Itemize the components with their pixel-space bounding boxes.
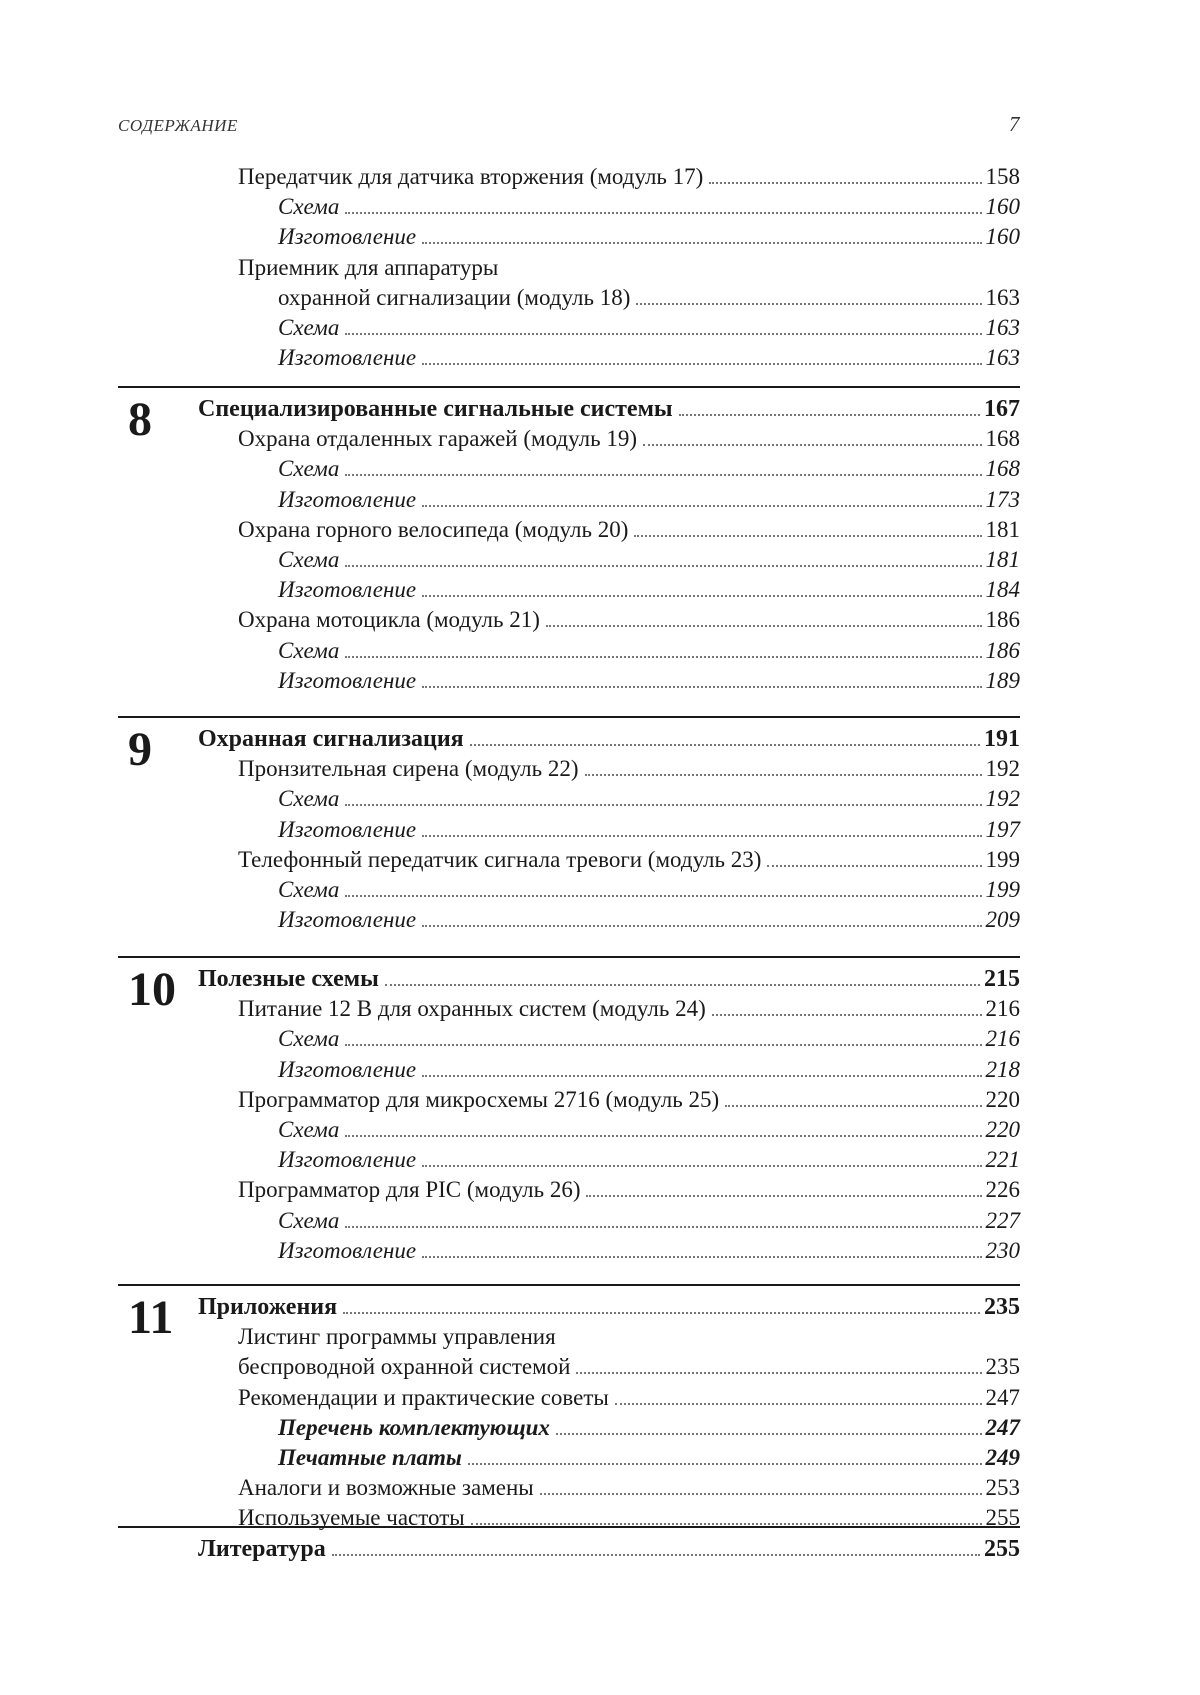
dot-leader xyxy=(585,774,982,776)
entry-page-number: 220 xyxy=(985,1117,1020,1142)
toc-entry[interactable] xyxy=(278,575,1020,605)
dot-leader xyxy=(468,1463,982,1465)
dot-leader xyxy=(540,1493,982,1495)
toc-entry[interactable] xyxy=(238,1383,1020,1413)
entry-page-number: 186 xyxy=(985,637,1020,663)
entry-page-number: 160 xyxy=(985,224,1020,250)
toc-entry[interactable] xyxy=(278,1145,1020,1175)
entry-page-number: 255 xyxy=(985,1505,1020,1531)
dot-leader xyxy=(345,1135,981,1137)
entry-title: Схема xyxy=(278,877,340,902)
dot-leader xyxy=(679,414,980,416)
entry-title: Схема xyxy=(278,637,340,663)
entry-title: Схема xyxy=(278,1026,340,1052)
entry-title: Изготовление xyxy=(278,577,417,603)
dot-leader xyxy=(556,1433,982,1435)
dot-leader xyxy=(345,565,981,567)
entry-title: Изготовление xyxy=(278,345,417,371)
entry-title: Программатор для PIC (модуль 26) xyxy=(238,1177,581,1203)
dot-leader xyxy=(422,242,981,244)
entry-title: Телефонный передатчик сигнала тревоги (модуль 23) xyxy=(238,846,762,872)
entry-title: Изготовление xyxy=(278,667,417,693)
entry-page-number: 230 xyxy=(985,1237,1020,1263)
entry-title: охранной сигнализации (модуль 18) xyxy=(278,284,631,310)
entry-title: Изготовление xyxy=(278,816,417,842)
chapter-title-entry[interactable] xyxy=(198,394,1020,424)
dot-leader xyxy=(576,1372,981,1374)
toc-entry[interactable] xyxy=(238,515,1020,545)
entry-title: Используемые частоты xyxy=(238,1505,465,1531)
entry-page-number: 181 xyxy=(985,516,1020,542)
entry-title: Схема xyxy=(278,456,340,482)
toc-entry[interactable] xyxy=(278,222,1020,252)
dot-leader xyxy=(345,895,981,897)
entry-title: Приемник для аппаратуры xyxy=(238,254,499,280)
entry-title: Литература xyxy=(198,1536,326,1562)
dot-leader xyxy=(385,984,980,986)
entry-title: Полезные схемы xyxy=(198,966,379,992)
entry-page-number: 199 xyxy=(985,846,1020,872)
toc-entry[interactable] xyxy=(278,343,1020,373)
entry-page-number: 209 xyxy=(985,907,1020,933)
entry-page-number: 191 xyxy=(984,726,1020,752)
toc-entry[interactable] xyxy=(238,994,1020,1024)
dot-leader xyxy=(422,505,981,507)
entry-page-number: 168 xyxy=(985,456,1020,482)
toc-entry[interactable] xyxy=(238,424,1020,454)
dot-leader xyxy=(546,625,982,627)
entry-page-number: 216 xyxy=(985,996,1020,1022)
dot-leader xyxy=(709,182,981,184)
dot-leader xyxy=(422,686,981,688)
toc-entry[interactable] xyxy=(278,313,1020,343)
toc-entry[interactable] xyxy=(238,1175,1020,1205)
entry-page-number: 168 xyxy=(985,426,1020,452)
dot-leader xyxy=(615,1403,982,1405)
entry-page-number: 184 xyxy=(985,577,1020,603)
entry-page-number: 249 xyxy=(985,1445,1020,1470)
toc-entry[interactable] xyxy=(278,636,1020,666)
entry-title: Изготовление xyxy=(278,224,417,250)
entry-page-number: 181 xyxy=(985,547,1020,572)
entry-title: Схема xyxy=(278,547,340,572)
entry-title: Печатные платы xyxy=(278,1445,462,1470)
toc-entry[interactable] xyxy=(238,605,1020,635)
dot-leader xyxy=(343,1312,980,1314)
dot-leader xyxy=(586,1195,981,1197)
chapter-number: 9 xyxy=(128,723,152,776)
toc-entry[interactable] xyxy=(278,815,1020,845)
chapter-number: 10 xyxy=(128,963,176,1016)
dot-leader xyxy=(634,535,981,537)
toc-entry[interactable] xyxy=(238,845,1020,875)
chapter-title-entry[interactable] xyxy=(198,964,1020,994)
dot-leader xyxy=(422,1256,981,1258)
toc-entry[interactable] xyxy=(278,1024,1020,1054)
entry-page-number: 227 xyxy=(985,1207,1020,1233)
dot-leader xyxy=(422,925,981,927)
dot-leader xyxy=(345,212,981,214)
entry-page-number: 247 xyxy=(985,1414,1020,1440)
dot-leader xyxy=(422,595,981,597)
toc-entry[interactable] xyxy=(278,666,1020,696)
chapter-number: 8 xyxy=(128,393,152,446)
entry-title: Передатчик для датчика вторжения (модуль 17) xyxy=(238,164,704,189)
entry-page-number: 186 xyxy=(985,607,1020,633)
dot-leader xyxy=(345,474,981,476)
entry-page-number: 163 xyxy=(985,284,1020,310)
entry-page-number: 253 xyxy=(985,1475,1020,1501)
dot-leader xyxy=(643,444,982,446)
toc-entry[interactable] xyxy=(278,875,1020,905)
toc-entry[interactable] xyxy=(278,1236,1020,1266)
entry-title: Программатор для микросхемы 2716 (модуль 25) xyxy=(238,1086,720,1112)
dot-leader xyxy=(470,744,980,746)
entry-page-number: 247 xyxy=(985,1384,1020,1410)
entry-title: Изготовление xyxy=(278,486,417,512)
toc-entry[interactable] xyxy=(278,283,1020,313)
chapter-rule xyxy=(118,716,1020,718)
toc-entry[interactable] xyxy=(238,1322,1020,1352)
entry-title: Охрана горного велосипеда (модуль 20) xyxy=(238,516,629,542)
entry-page-number: 215 xyxy=(984,966,1020,992)
page-number: 7 xyxy=(1009,112,1020,136)
chapter-rule xyxy=(118,386,1020,388)
entry-page-number: 160 xyxy=(985,194,1020,220)
entry-title: Изготовление xyxy=(278,1056,417,1082)
dot-leader xyxy=(332,1554,980,1556)
chapter-title-entry[interactable] xyxy=(198,1292,1020,1322)
entry-page-number: 197 xyxy=(985,816,1020,842)
dot-leader xyxy=(345,1226,981,1228)
entry-title: Схема xyxy=(278,194,340,220)
toc-entry[interactable] xyxy=(238,1085,1020,1115)
entry-title: беспроводной охранной системой xyxy=(238,1354,571,1380)
toc-entry[interactable] xyxy=(278,192,1020,222)
toc-entry[interactable] xyxy=(238,1473,1020,1503)
entry-page-number: 216 xyxy=(985,1026,1020,1052)
dot-leader xyxy=(345,1044,981,1046)
toc-entry[interactable] xyxy=(238,1352,1020,1382)
chapter-rule xyxy=(118,1284,1020,1286)
entry-title: Питание 12 В для охранных систем (модуль 24) xyxy=(238,996,706,1022)
dot-leader xyxy=(345,333,981,335)
entry-page-number: 235 xyxy=(985,1354,1020,1380)
entry-page-number: 199 xyxy=(985,877,1020,902)
dot-leader xyxy=(345,804,981,806)
toc-entry[interactable] xyxy=(238,1503,1020,1533)
entry-title: Листинг программы управления xyxy=(238,1324,556,1350)
chapter-rule xyxy=(118,956,1020,958)
toc-entry[interactable] xyxy=(278,1055,1020,1085)
running-head xyxy=(118,112,1020,142)
dot-leader xyxy=(712,1014,982,1016)
entry-title: Изготовление xyxy=(278,1147,417,1173)
entry-title: Рекомендации и практические советы xyxy=(238,1384,609,1410)
dot-leader xyxy=(422,1075,981,1077)
entry-title: Перечень комплектующих xyxy=(278,1414,550,1440)
entry-page-number: 163 xyxy=(985,315,1020,340)
dot-leader xyxy=(636,303,981,305)
toc-entry[interactable] xyxy=(278,454,1020,484)
entry-page-number: 221 xyxy=(985,1147,1020,1173)
entry-title: Схема xyxy=(278,315,340,340)
dot-leader xyxy=(767,865,981,867)
entry-page-number: 173 xyxy=(985,486,1020,512)
entry-title: Приложения xyxy=(198,1294,338,1320)
entry-title: Схема xyxy=(278,1207,340,1233)
chapter-number: 11 xyxy=(128,1291,174,1344)
chapter-rule xyxy=(118,1526,1020,1528)
dot-leader xyxy=(422,1165,981,1167)
entry-title: Изготовление xyxy=(278,907,417,933)
entry-page-number: 235 xyxy=(984,1294,1020,1320)
toc-entry[interactable] xyxy=(278,905,1020,935)
entry-page-number: 218 xyxy=(985,1056,1020,1082)
toc-entry[interactable] xyxy=(238,754,1020,784)
entry-title: Схема xyxy=(278,786,340,812)
chapter-title-entry[interactable] xyxy=(198,1534,1020,1564)
entry-page-number: 255 xyxy=(984,1536,1020,1562)
dot-leader xyxy=(725,1105,981,1107)
entry-page-number: 226 xyxy=(985,1177,1020,1203)
entry-page-number: 220 xyxy=(985,1086,1020,1112)
toc-entry[interactable] xyxy=(278,1413,1020,1443)
entry-page-number: 189 xyxy=(985,667,1020,693)
entry-title: Изготовление xyxy=(278,1237,417,1263)
entry-page-number: 167 xyxy=(984,396,1020,422)
entry-page-number: 192 xyxy=(985,786,1020,812)
entry-title: Охрана мотоцикла (модуль 21) xyxy=(238,607,540,633)
entry-title: Специализированные сигнальные системы xyxy=(198,396,673,422)
toc-entry[interactable] xyxy=(278,1206,1020,1236)
entry-title: Охрана отдаленных гаражей (модуль 19) xyxy=(238,426,637,452)
chapter-title-entry[interactable] xyxy=(198,724,1020,754)
entry-page-number: 192 xyxy=(985,756,1020,782)
toc-entry[interactable] xyxy=(278,1115,1020,1145)
toc-entry[interactable] xyxy=(278,545,1020,575)
dot-leader xyxy=(345,656,981,658)
toc-entry[interactable] xyxy=(238,253,1020,283)
running-title: СОДЕРЖАНИЕ xyxy=(118,116,238,135)
toc-entry[interactable] xyxy=(238,162,1020,192)
toc-entry[interactable] xyxy=(278,485,1020,515)
toc-entry[interactable] xyxy=(278,1443,1020,1473)
dot-leader xyxy=(422,363,981,365)
dot-leader xyxy=(422,835,981,837)
entry-title: Аналоги и возможные замены xyxy=(238,1475,534,1501)
entry-page-number: 158 xyxy=(985,164,1020,189)
toc-entry[interactable] xyxy=(278,784,1020,814)
entry-page-number: 163 xyxy=(985,345,1020,371)
entry-title: Пронзительная сирена (модуль 22) xyxy=(238,756,579,782)
entry-title: Схема xyxy=(278,1117,340,1142)
entry-title: Охранная сигнализация xyxy=(198,726,464,752)
